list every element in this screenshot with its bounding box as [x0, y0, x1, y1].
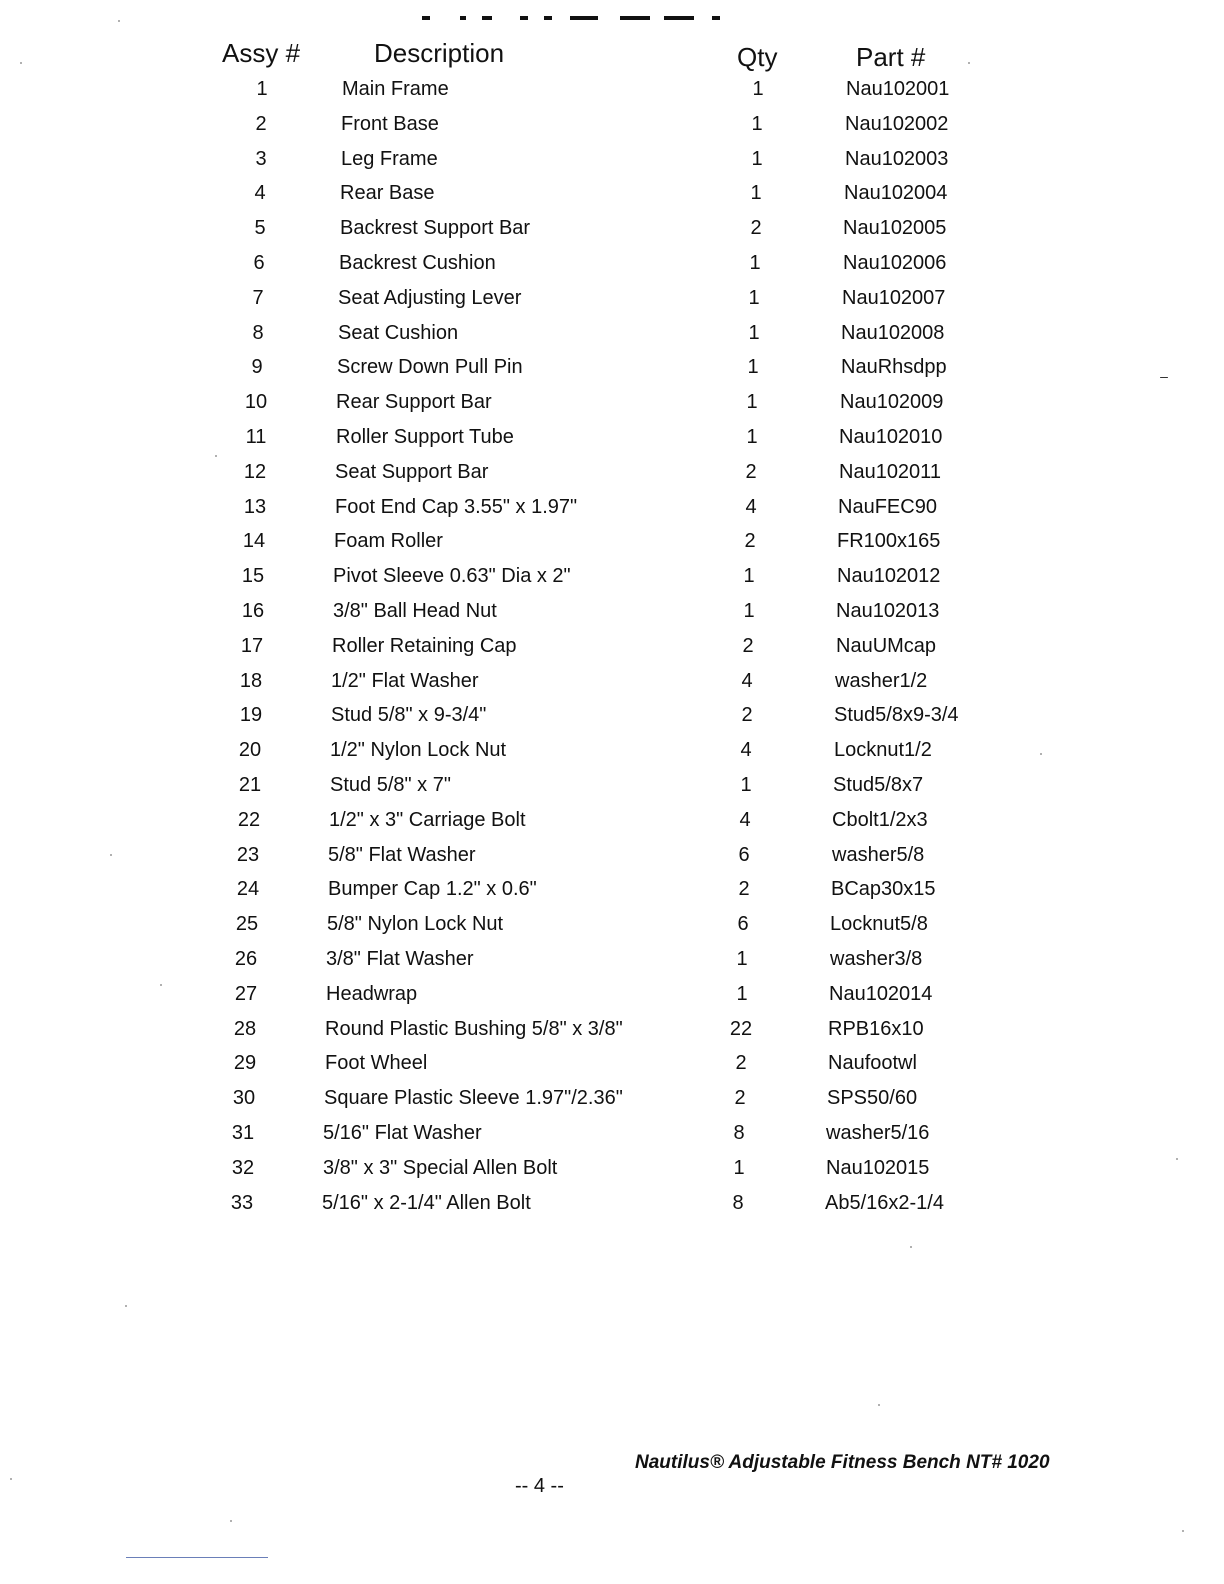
description-cell: Roller Support Tube — [336, 426, 514, 448]
part-cell: Stud5/8x9-3/4 — [834, 704, 959, 726]
assy-cell: 28 — [233, 1018, 257, 1040]
table-row — [0, 1052, 1224, 1082]
part-cell: FR100x165 — [837, 530, 941, 552]
part-cell: Nau102008 — [841, 322, 945, 344]
description-cell: Backrest Support Bar — [340, 217, 531, 239]
assy-cell: 2 — [255, 113, 267, 135]
qty-cell: 1 — [746, 391, 758, 413]
header-part: Part # — [856, 42, 926, 72]
qty-cell: 6 — [737, 913, 749, 935]
assy-cell: 12 — [243, 461, 267, 483]
part-cell: NauFEC90 — [838, 496, 937, 518]
table-row — [0, 461, 1224, 491]
table-row — [0, 217, 1224, 247]
qty-cell: 1 — [743, 600, 755, 622]
description-cell: Main Frame — [342, 78, 449, 100]
part-cell: Nau102015 — [826, 1157, 930, 1179]
qty-cell: 2 — [744, 530, 756, 552]
part-cell: Locknut5/8 — [830, 913, 928, 935]
part-cell: Ab5/16x2-1/4 — [825, 1192, 944, 1214]
qty-cell: 1 — [736, 948, 748, 970]
description-cell: Leg Frame — [341, 148, 438, 170]
qty-cell: 8 — [732, 1192, 744, 1214]
assy-cell: 26 — [234, 948, 258, 970]
assy-cell: 32 — [231, 1157, 255, 1179]
table-row — [0, 1122, 1224, 1152]
qty-cell: 1 — [743, 565, 755, 587]
scan-speck — [110, 854, 112, 856]
table-row — [0, 530, 1224, 560]
part-cell: Nau102007 — [842, 287, 946, 309]
part-cell: Nau102011 — [839, 461, 941, 483]
qty-cell: 2 — [745, 461, 757, 483]
part-cell: Stud5/8x7 — [833, 774, 924, 796]
part-cell: Nau102004 — [844, 182, 948, 204]
part-cell: Nau102003 — [845, 148, 949, 170]
part-cell: Nau102013 — [836, 600, 940, 622]
assy-cell: 15 — [241, 565, 265, 587]
scan-speck — [160, 984, 162, 986]
assy-cell: 17 — [240, 635, 264, 657]
scan-speck — [1160, 377, 1168, 378]
qty-cell: 1 — [749, 252, 761, 274]
qty-cell: 1 — [747, 356, 759, 378]
qty-cell: 8 — [733, 1122, 745, 1144]
description-cell: Pivot Sleeve 0.63" Dia x 2" — [333, 565, 571, 587]
assy-cell: 24 — [236, 878, 260, 900]
assy-cell: 11 — [245, 426, 267, 448]
part-cell: SPS50/60 — [827, 1087, 918, 1109]
description-cell: Foam Roller — [334, 530, 443, 552]
description-cell: 3/8" Flat Washer — [326, 948, 474, 970]
assy-cell: 14 — [242, 530, 266, 552]
description-cell: Seat Cushion — [338, 322, 459, 344]
table-row — [0, 287, 1224, 317]
part-cell: Nau102002 — [845, 113, 949, 135]
assy-cell: 31 — [231, 1122, 255, 1144]
assy-cell: 1 — [256, 78, 268, 100]
description-cell: Foot Wheel — [325, 1052, 428, 1074]
table-row — [0, 983, 1224, 1013]
assy-cell: 27 — [234, 983, 258, 1005]
assy-cell: 30 — [232, 1087, 256, 1109]
part-cell: washer5/16 — [826, 1122, 930, 1144]
description-cell: 5/8" Nylon Lock Nut — [327, 913, 504, 935]
qty-cell: 4 — [739, 809, 751, 831]
description-cell: Screw Down Pull Pin — [337, 356, 523, 378]
description-cell: 5/16" x 2-1/4" Allen Bolt — [322, 1192, 531, 1214]
part-cell: Locknut1/2 — [834, 739, 932, 761]
header-assy: Assy # — [222, 38, 301, 68]
description-cell: Front Base — [341, 113, 439, 135]
table-row — [0, 948, 1224, 978]
scan-speck — [1040, 753, 1042, 755]
qty-cell: 2 — [735, 1052, 747, 1074]
part-cell: Nau102010 — [839, 426, 943, 448]
part-cell: Nau102014 — [829, 983, 933, 1005]
qty-cell: 4 — [745, 496, 757, 518]
scan-speck — [968, 62, 970, 64]
table-row — [0, 1192, 1224, 1222]
table-row — [0, 1157, 1224, 1187]
table-header — [0, 38, 1224, 78]
description-cell: 5/16" Flat Washer — [323, 1122, 482, 1144]
assy-cell: 4 — [254, 182, 266, 204]
part-cell: Naufootwl — [828, 1052, 917, 1074]
bottom-rule — [126, 1557, 268, 1558]
qty-cell: 1 — [751, 113, 763, 135]
assy-cell: 5 — [254, 217, 266, 239]
qty-cell: 1 — [740, 774, 752, 796]
part-cell: washer1/2 — [835, 670, 928, 692]
table-row — [0, 113, 1224, 143]
description-cell: Seat Support Bar — [335, 461, 489, 483]
footer-title: Nautilus® Adjustable Fitness Bench NT# 1020 — [635, 1452, 1050, 1473]
description-cell: Rear Base — [340, 182, 435, 204]
scan-speck — [125, 1305, 127, 1307]
table-row — [0, 600, 1224, 630]
assy-cell: 19 — [239, 704, 263, 726]
part-cell: Nau102001 — [846, 78, 950, 100]
scan-speck — [1176, 1158, 1178, 1160]
description-cell: Backrest Cushion — [339, 252, 496, 274]
part-cell: RPB16x10 — [828, 1018, 924, 1040]
page-number: -- 4 -- — [515, 1475, 564, 1497]
table-row — [0, 774, 1224, 804]
description-cell: Square Plastic Sleeve 1.97"/2.36" — [324, 1087, 623, 1109]
table-row — [0, 322, 1224, 352]
header-qty: Qty — [737, 42, 778, 72]
table-row — [0, 1087, 1224, 1117]
assy-cell: 8 — [252, 322, 264, 344]
description-cell: Foot End Cap 3.55" x 1.97" — [335, 496, 578, 518]
table-row — [0, 809, 1224, 839]
assy-cell: 21 — [238, 774, 262, 796]
assy-cell: 33 — [230, 1192, 254, 1214]
assy-cell: 20 — [238, 739, 262, 761]
table-row — [0, 391, 1224, 421]
qty-cell: 6 — [738, 844, 750, 866]
qty-cell: 4 — [740, 739, 752, 761]
qty-cell: 2 — [734, 1087, 746, 1109]
assy-cell: 22 — [237, 809, 261, 831]
scan-speck — [20, 62, 22, 64]
description-cell: 5/8" Flat Washer — [328, 844, 476, 866]
qty-cell: 1 — [746, 426, 758, 448]
assy-cell: 13 — [243, 496, 267, 518]
description-cell: 1/2" Nylon Lock Nut — [330, 739, 507, 761]
assy-cell: 18 — [239, 670, 263, 692]
description-cell: 1/2" x 3" Carriage Bolt — [329, 809, 526, 831]
description-cell: Bumper Cap 1.2" x 0.6" — [328, 878, 537, 900]
qty-cell: 1 — [748, 287, 760, 309]
qty-cell: 1 — [750, 182, 762, 204]
qty-cell: 1 — [733, 1157, 745, 1179]
assy-cell: 7 — [252, 287, 264, 309]
description-cell: Roller Retaining Cap — [332, 635, 517, 657]
qty-cell: 2 — [750, 217, 762, 239]
scan-speck — [10, 1478, 12, 1480]
table-row — [0, 704, 1224, 734]
description-cell: 3/8" Ball Head Nut — [333, 600, 497, 622]
part-cell: NauUMcap — [836, 635, 937, 657]
description-cell: 3/8" x 3" Special Allen Bolt — [323, 1157, 558, 1179]
qty-cell: 4 — [741, 670, 753, 692]
description-cell: 1/2" Flat Washer — [331, 670, 479, 692]
description-cell: Seat Adjusting Lever — [338, 287, 522, 309]
table-row — [0, 670, 1224, 700]
qty-cell: 1 — [751, 148, 763, 170]
assy-cell: 9 — [251, 356, 263, 378]
qty-cell: 2 — [738, 878, 750, 900]
table-row — [0, 182, 1224, 212]
description-cell: Headwrap — [326, 983, 418, 1005]
table-row — [0, 635, 1224, 665]
scan-speck — [910, 1246, 912, 1248]
table-row — [0, 1018, 1224, 1048]
part-cell: NauRhsdpp — [841, 356, 947, 378]
table-row — [0, 565, 1224, 595]
description-cell: Stud 5/8" x 7" — [330, 774, 451, 796]
qty-cell: 2 — [742, 635, 754, 657]
part-cell: washer3/8 — [830, 948, 923, 970]
assy-cell: 25 — [235, 913, 259, 935]
table-row — [0, 878, 1224, 908]
part-cell: Nau102006 — [843, 252, 947, 274]
table-row — [0, 148, 1224, 178]
table-row — [0, 356, 1224, 386]
table-row — [0, 496, 1224, 526]
part-cell: washer5/8 — [832, 844, 925, 866]
scan-speck — [118, 20, 120, 22]
description-cell: Stud 5/8" x 9-3/4" — [331, 704, 487, 726]
header-description: Description — [374, 38, 505, 68]
table-row — [0, 913, 1224, 943]
qty-cell: 2 — [741, 704, 753, 726]
part-cell: BCap30x15 — [831, 878, 936, 900]
description-cell: Round Plastic Bushing 5/8" x 3/8" — [325, 1018, 623, 1040]
assy-cell: 6 — [253, 252, 265, 274]
assy-cell: 3 — [255, 148, 267, 170]
part-cell: Nau102012 — [837, 565, 941, 587]
scan-speck — [1182, 1530, 1184, 1532]
part-cell: Nau102005 — [843, 217, 947, 239]
qty-cell: 1 — [752, 78, 764, 100]
scan-speck — [878, 1404, 880, 1406]
table-row — [0, 252, 1224, 282]
scan-speck — [230, 1520, 232, 1522]
assy-cell: 10 — [244, 391, 268, 413]
scan-speck — [215, 455, 217, 457]
table-row — [0, 844, 1224, 874]
assy-cell: 23 — [236, 844, 260, 866]
qty-cell: 1 — [748, 322, 760, 344]
description-cell: Rear Support Bar — [336, 391, 492, 413]
table-row — [0, 426, 1224, 456]
qty-cell: 1 — [736, 983, 748, 1005]
part-cell: Cbolt1/2x3 — [832, 809, 928, 831]
qty-cell: 22 — [729, 1018, 753, 1040]
cropped-title-marks — [420, 14, 730, 22]
assy-cell: 29 — [233, 1052, 257, 1074]
part-cell: Nau102009 — [840, 391, 944, 413]
table-row — [0, 78, 1224, 108]
assy-cell: 16 — [241, 600, 265, 622]
